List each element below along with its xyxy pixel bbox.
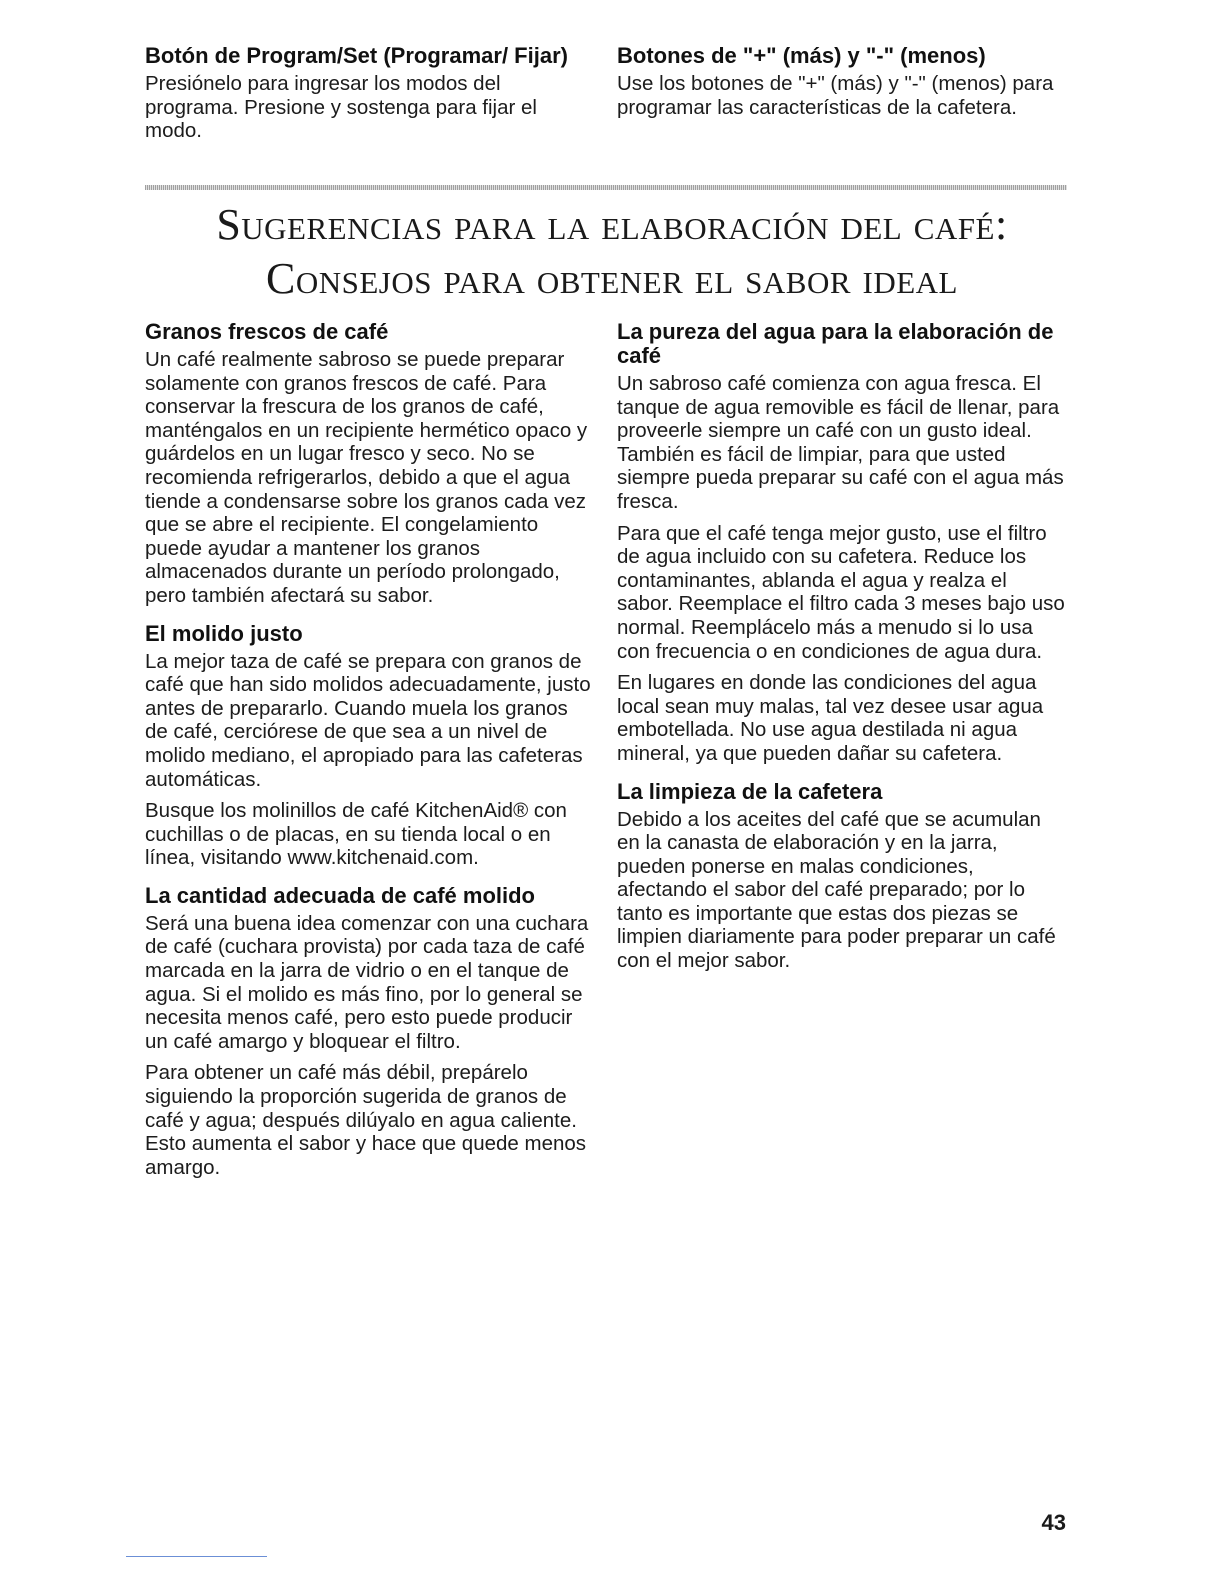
grind-text-1: La mejor taza de café se prepara con granos de café que han sido molidos adecuadamente, justo antes de prepararlo. Cuando muela los granos de café, cerciórese de que sea a un nivel de molido mediano, el apropiado para las cafeteras automáticas. <box>145 649 591 791</box>
page-title <box>60 198 1164 306</box>
page-number: 43 <box>1041 1510 1066 1535</box>
coffee-amount-section <box>145 884 595 1180</box>
coffee-amount-text-1: Será una buena idea comenzar con una cuchara de café (cuchara provista) por cada taza de café marcada en la jarra de vidrio o en el tanque de agua. Si el molido es más fino, por lo general se necesita menos café, pero esto puede producir un café amargo y bloquear el filtro. <box>145 911 589 1053</box>
section-divider <box>145 185 1067 190</box>
water-purity-text-2: Para que el café tenga mejor gusto, use el filtro de agua incluido con su cafetera. Reduce los contaminantes, ablanda el agua y realza el sabor. Reemplace el filtro cada 3 meses bajo uso normal. Reemplácelo más a menudo si lo usa con frecuencia o en condiciones de agua dura. <box>617 521 1065 663</box>
fresh-beans-heading: Granos frescos de café <box>145 319 389 344</box>
cleaning-text: Debido a los aceites del café que se acumulan en la canasta de elaboración y en la jarra, pueden ponerse en malas condiciones, afectando el sabor del café preparado; por lo tanto es importante que estas dos piezas se limpien diariamente para poder preparar un café con el mejor sabor. <box>617 807 1056 973</box>
coffee-amount-text-2: Para obtener un café más débil, prepárelo siguiendo la proporción sugerida de granos de café y agua; después dilúyalo en agua caliente. Esto aumenta el sabor y hace que quede menos amargo. <box>145 1061 587 1179</box>
program-set-text: Presiónelo para ingresar los modos del programa. Presione y sostenga para fijar el modo. <box>145 72 537 143</box>
program-set-section <box>145 44 595 143</box>
water-purity-heading: La pureza del agua para la elaboración de café <box>617 319 1054 368</box>
water-purity-section <box>617 320 1067 766</box>
water-purity-text-1: Un sabroso café comienza con agua fresca. El tanque de agua removible es fácil de llenar, para proveerle siempre un café con un gusto ideal. También es fácil de limpiar, para que usted siempre pueda preparar su café con el agua más fresca. <box>617 372 1064 513</box>
bottom-rule <box>126 1556 267 1557</box>
plus-minus-text: Use los botones de "+" (más) y "-" (menos) para programar las características de la cafetera. <box>617 72 1054 119</box>
cleaning-heading: La limpieza de la cafetera <box>617 778 883 804</box>
fresh-beans-section <box>145 320 595 608</box>
grind-heading: El molido justo <box>145 620 303 646</box>
program-set-heading: Botón de Program/Set (Programar/ Fijar) <box>145 43 568 68</box>
title-line-1: Sugerencias para la elaboración del café: <box>216 200 1008 249</box>
fresh-beans-text: Un café realmente sabroso se puede preparar solamente con granos frescos de café. Para conservar la frescura de los granos de café, manténgalos en un recipiente hermético opaco y guárdelos en un lugar fresco y seco. No se recomienda refrigerarlos, debido a que el agua tiende a condensarse sobre los granos cada vez que se abre el recipiente. El congelamiento puede ayudar a mantener los granos almacenados durante un período prolongado, pero también afectará su sabor. <box>145 348 588 607</box>
grind-section <box>145 622 595 870</box>
cleaning-section <box>617 780 1067 973</box>
coffee-amount-heading: La cantidad adecuada de café molido <box>145 882 535 908</box>
right-column <box>617 320 1067 987</box>
water-purity-text-3: En lugares en donde las condiciones del agua local sean muy malas, tal vez desee usar agua embotellada. No use agua destilada ni agua mineral, ya que pueden dañar su cafetera. <box>617 671 1044 765</box>
plus-minus-heading: Botones de "+" (más) y "-" (menos) <box>617 43 986 68</box>
title-line-2: Consejos para obtener el sabor ideal <box>266 254 958 303</box>
grind-text-2: Busque los molinillos de café KitchenAid® con cuchillas o de placas, en su tienda local o en línea, visitando www.kitchenaid.com. <box>145 799 567 870</box>
left-column <box>145 320 595 1193</box>
plus-minus-section <box>617 44 1067 119</box>
